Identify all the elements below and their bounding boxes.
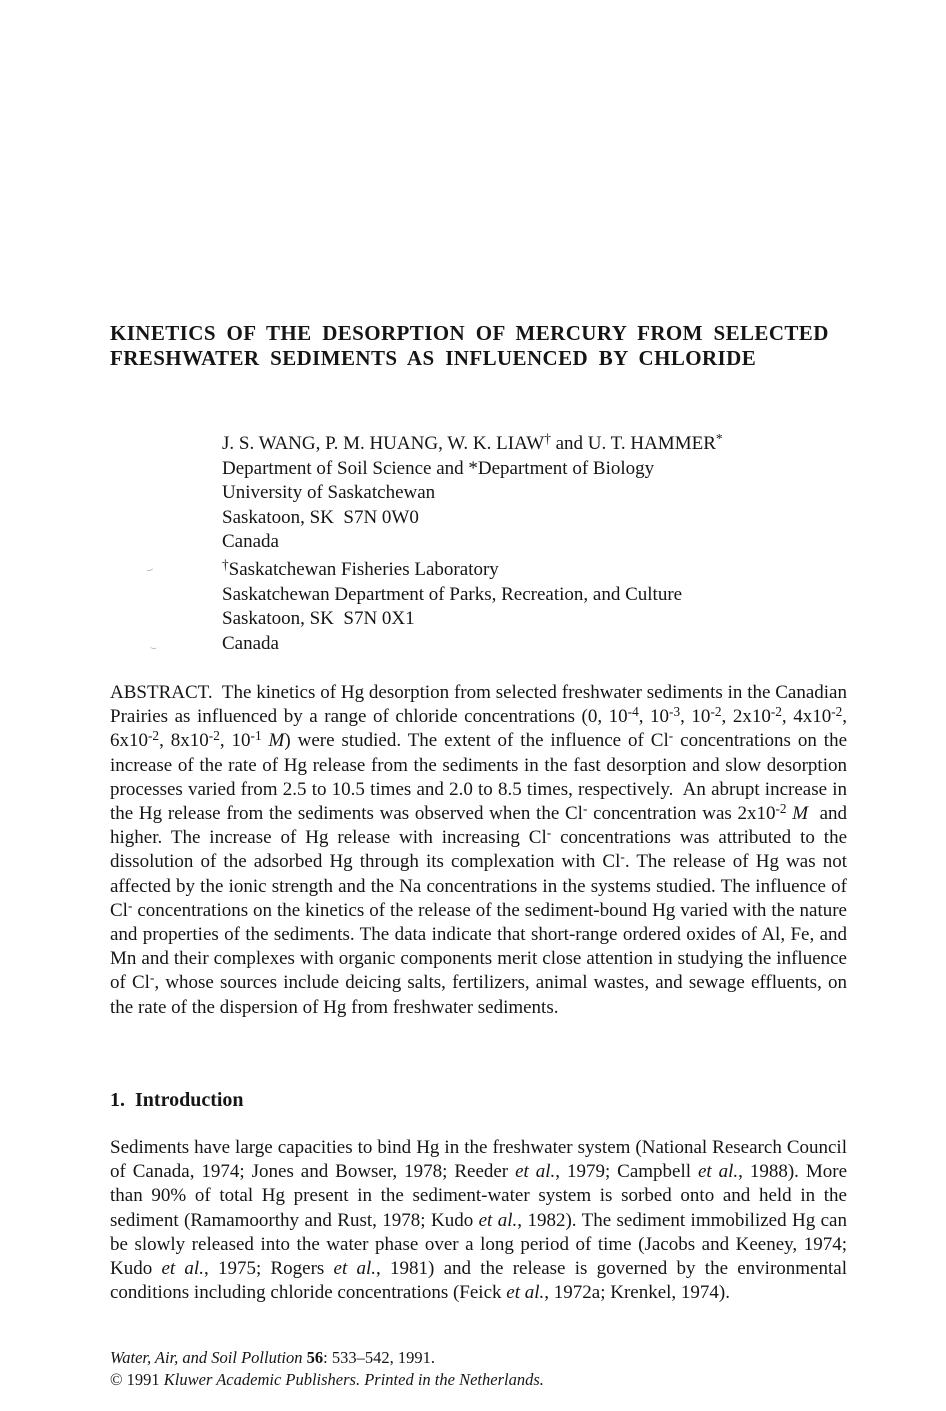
title-line-2: FRESHWATER SEDIMENTS AS INFLUENCED BY CHLORIDE bbox=[110, 345, 757, 370]
affiliation-line: Saskatoon, SK S7N 0W0 bbox=[222, 506, 419, 528]
affiliation-line: Canada bbox=[222, 531, 279, 553]
introduction-paragraph: Sediments have large capacities to bind Hg in the freshwater system (National Research Council of Canada, 1974; Jones and Bowser, 1978; Reeder et al., 1979; Campbell et al., 1988). More than 90% of total Hg present in the sediment-water system is sorbed onto and held in the sediment (Ramamoorthy and Rust, 1978; Kudo et al., 1982). The sediment immobilized Hg can be slowly released into the water phase over a long period of time (Jacobs and Keeney, 1974; Kudo et al., 1975; Rogers et al., 1981) and the release is governed by the environmental conditions including chloride concentrations (Feick et al., 1972a; Krenkel, 1974). bbox=[110, 1137, 848, 1304]
affiliation-line: †Saskatchewan Fisheries Laboratory bbox=[222, 556, 499, 580]
affiliation-line: University of Saskatchewan bbox=[222, 482, 436, 504]
affiliation-line: Department of Soil Science and *Department of Biology bbox=[222, 457, 655, 479]
title-line-1: KINETICS OF THE DESORPTION OF MERCURY FROM SELECTED bbox=[110, 321, 829, 345]
affiliation-line: Saskatoon, SK S7N 0X1 bbox=[222, 608, 415, 630]
author-block bbox=[222, 432, 723, 656]
abstract-text: ABSTRACT. The kinetics of Hg desorption from selected freshwater sediments in the Canadian Prairies as influenced by a range of chloride concentrations (0, $10^{-4}$, $10^{-3}$, $10^{-2}$, $2x10^{-2}$, $4x10^{-2}$, $6x10^{-2}$, $8x10^{-2}$, $10^{-1}$ M) were studied. The extent of the influence of Cl- concentrations on the increase of the rate of Hg release from the sediments in the fast desorption and slow desorption processes varied from 2.5 to 10.5 times and 2.0 to 8.5 times, respectively. An abrupt increase in the Hg release from the sediments was observed when the Cl- concentration was $2x10^{-2}$ M and higher. The increase of Hg release with increasing Cl- concentrations was attributed to the dissolution of the adsorbed Hg through its complexation with Cl-. The release of Hg was not affected by the ionic strength and the Na concentrations in the systems studied. The influence of Cl- concentrations on the kinetics of the release of the sediment-bound Hg varied with the nature and properties of the sediments. The data indicate that short-range ordered oxides of Al, Fe, and Mn and their complexes with organic components merit close attention in studying the influence of Cl-, whose sources include deicing salts, fertilizers, animal wastes, and sewage effluents, on the rate of the dispersion of Hg from freshwater sediments. bbox=[110, 682, 848, 1018]
authors-line: J. S. WANG, P. M. HUANG, W. K. LIAW† and U. T. HAMMER* bbox=[222, 431, 723, 454]
scan-artifact bbox=[150, 644, 158, 650]
affiliation-line: Canada bbox=[222, 632, 279, 654]
page-title bbox=[110, 321, 829, 370]
affiliation-line: Saskatchewan Department of Parks, Recreation, and Culture bbox=[222, 583, 683, 605]
introduction-heading: 1. Introduction bbox=[110, 1089, 244, 1111]
copyright-notice: © 1991 Kluwer Academic Publishers. Printed in the Netherlands. bbox=[110, 1369, 544, 1389]
scan-artifact bbox=[146, 565, 154, 571]
footnote-block bbox=[110, 1347, 544, 1390]
journal-citation: Water, Air, and Soil Pollution 56: 533–542, 1991. bbox=[110, 1348, 435, 1367]
